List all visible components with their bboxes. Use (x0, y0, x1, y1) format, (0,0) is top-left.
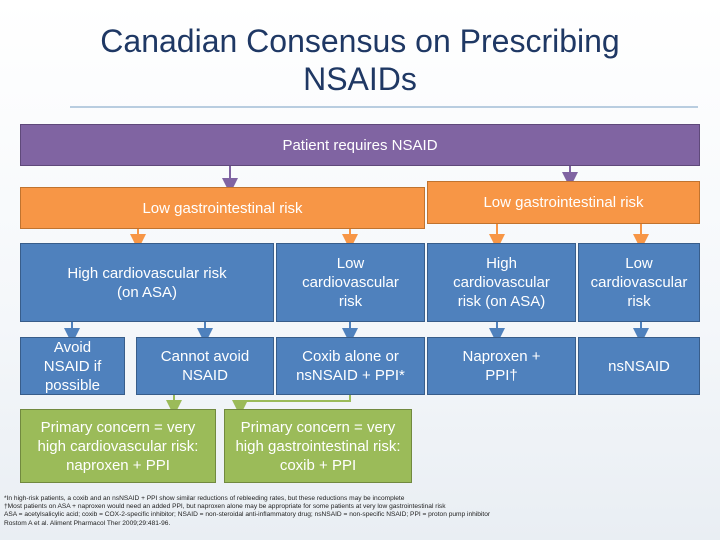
avoid-box (20, 337, 125, 395)
root-box (20, 124, 700, 166)
gi-right-label: Low gastrointestinal risk (483, 194, 644, 211)
cannot-avoid-label: Cannot avoid NSAID (160, 348, 250, 384)
cv-left-low-box (276, 243, 425, 322)
footnote-2: †Most patients on ASA + naproxen would need an added PPI, but naproxen alone may be appropriate for some patients at very low gastrointestinal risk (4, 503, 446, 511)
gi-right-box (427, 181, 700, 224)
coxib-box (276, 337, 425, 395)
nsnsaid-box (578, 337, 700, 395)
avoid-label: Avoid NSAID if possible (43, 338, 102, 394)
concern-gi-box (224, 409, 412, 483)
cv-right-high-label: High cardiovascular risk (on ASA) (453, 255, 550, 310)
root-label: Patient requires NSAID (282, 136, 438, 154)
concern-cv-label: Primary concern = very high cardiovascular risk: naproxen + PPI (37, 418, 199, 474)
footnote-3: ASA = acetylsalicylic acid; coxib = COX-2-specific inhibitor; NSAID = non-steroidal anti-inflammatory drug; nsNSAID = non-specific NSAID; PPI = proton pump inhibitor (4, 511, 491, 519)
title-line-2: NSAIDs (303, 61, 417, 97)
gi-left-box (20, 187, 425, 229)
cv-right-low-box (578, 243, 700, 322)
cv-left-low-label: Low cardiovascular risk (302, 255, 399, 310)
cv-right-low-label: Low cardiovascular risk (590, 255, 688, 310)
cv-right-high-box (427, 243, 576, 322)
naproxen-box (427, 337, 576, 395)
title-line-1: Canadian Consensus on Prescribing (100, 23, 620, 59)
concern-cv-box (20, 409, 216, 483)
footnote-4: Rostom A et al. Aliment Pharmacol Ther 2009;29:481-96. (4, 519, 171, 527)
footnotes (4, 495, 716, 528)
footnote-1: *In high-risk patients, a coxib and an nsNSAID + PPI show similar reductions of rebleeding rates, but these reductions may be incomplete (4, 495, 405, 502)
coxib-label: Coxib alone or nsNSAID + PPI* (296, 348, 405, 384)
naproxen-label: Naproxen + PPI† (462, 348, 541, 384)
connector-coxib-concern-gi (240, 395, 350, 408)
cv-left-high-label: High cardiovascular risk (on ASA) (67, 264, 227, 301)
nsnsaid-label: nsNSAID (608, 357, 670, 375)
cannot-avoid-box (136, 337, 274, 395)
concern-gi-label: Primary concern = very high gastrointestinal risk: coxib + PPI (235, 418, 401, 474)
cv-left-high-box (20, 243, 274, 322)
gi-left-label: Low gastrointestinal risk (142, 199, 303, 217)
